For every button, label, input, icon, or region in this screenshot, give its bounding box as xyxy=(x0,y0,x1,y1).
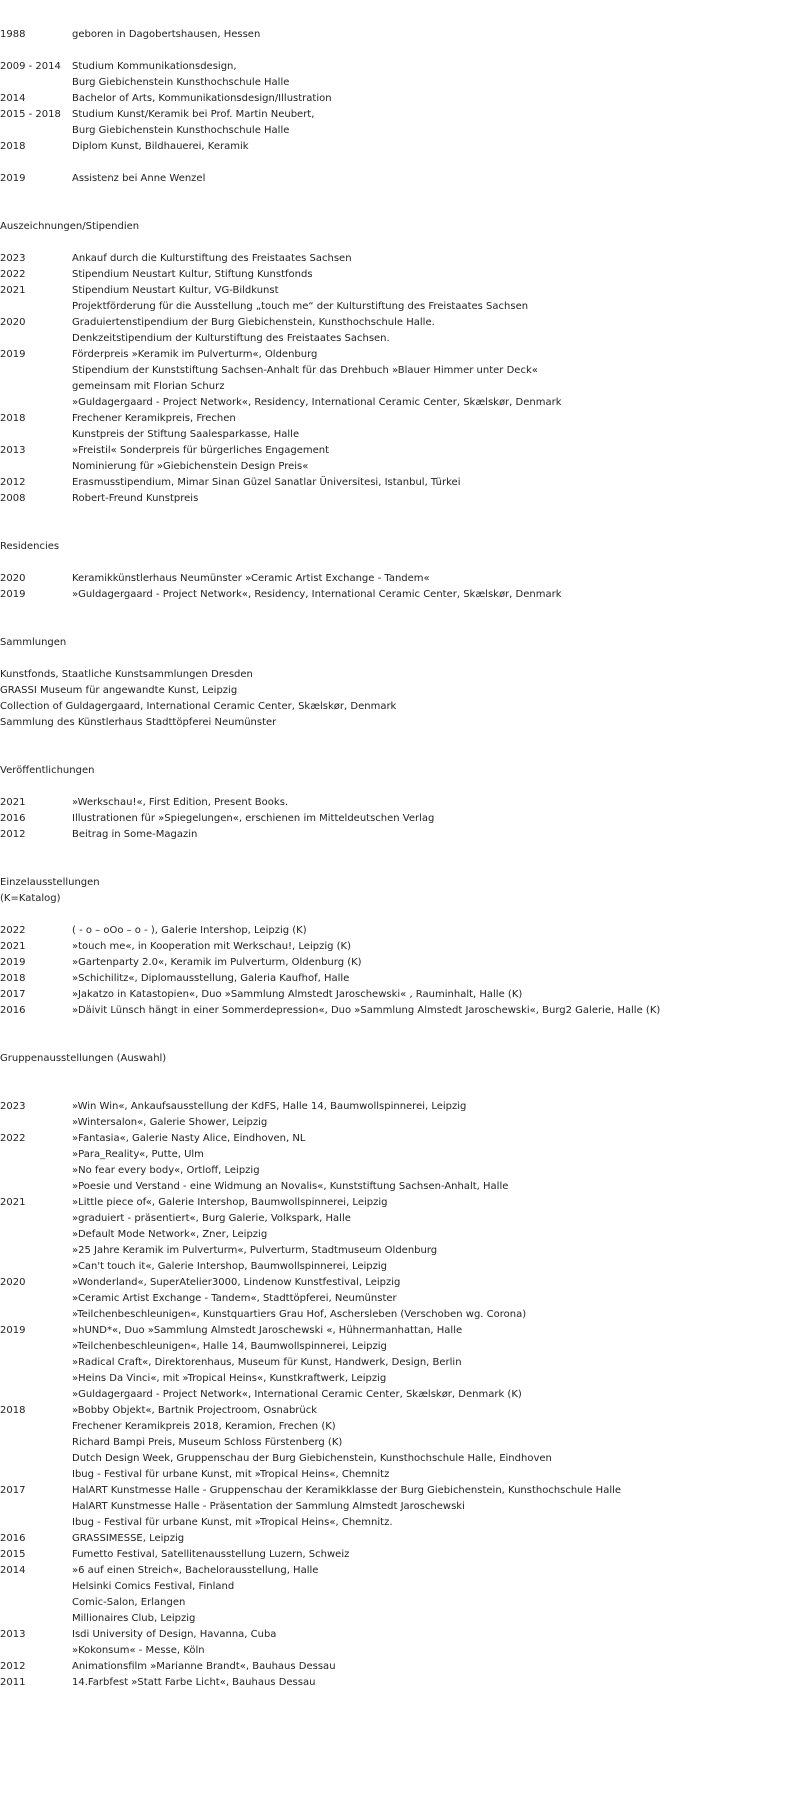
entry-year xyxy=(0,379,72,395)
group-exhibition-row xyxy=(0,1163,800,1179)
entry-year: 2018 xyxy=(0,141,26,152)
award-row xyxy=(0,283,800,299)
group-exhibition-row xyxy=(0,1179,800,1195)
entry-year: 2016 xyxy=(0,1533,26,1544)
collection-item: Sammlung des Künstlerhaus Stadttöpferei Neumünster xyxy=(0,717,277,728)
group-exhibition-row xyxy=(0,1627,800,1643)
entry-text: Bachelor of Arts, Kommunikationsdesign/Illustration xyxy=(72,93,332,104)
entry-year: 2013 xyxy=(0,445,26,456)
group-exhibition-row xyxy=(0,1563,800,1579)
entry-year xyxy=(0,1451,72,1467)
entry-text: »touch me«, in Kooperation mit Werkschau!, Leipzig (K) xyxy=(72,941,351,952)
entry-text: »Teilchenbeschleunigen«, Kunstquartiers Grau Hof, Aschersleben (Verschoben wg. Corona) xyxy=(72,1309,527,1320)
award-row xyxy=(0,363,800,379)
entry-year: 2019 xyxy=(0,349,26,360)
entry-text: Nominierung für »Giebichenstein Design Preis« xyxy=(72,461,309,472)
group-exhibition-row xyxy=(0,1451,800,1467)
award-row xyxy=(0,299,800,315)
entry-year: 2019 xyxy=(0,173,26,184)
group-exhibition-row xyxy=(0,1595,800,1611)
entry-text: Stipendium Neustart Kultur, Stiftung Kunstfonds xyxy=(72,269,313,280)
entry-year xyxy=(0,1163,72,1179)
entry-year xyxy=(0,75,72,91)
group-exhibition-row xyxy=(0,1115,800,1131)
entry-year: 2015 xyxy=(0,1549,26,1560)
entry-year: 2014 xyxy=(0,1565,26,1576)
entry-text: »Guldagergaard - Project Network«, Residency, International Ceramic Center, Skælskør, Denmark xyxy=(72,589,562,600)
entry-text: »Gartenparty 2.0«, Keramik im Pulverturm, Oldenburg (K) xyxy=(72,957,362,968)
entry-text: Kunstpreis der Stiftung Saalesparkasse, Halle xyxy=(72,429,300,440)
entry-year xyxy=(0,1227,72,1243)
group-exhibition-row xyxy=(0,1403,800,1419)
entry-text: »Little piece of«, Galerie Intershop, Baumwollspinnerei, Leipzig xyxy=(72,1197,388,1208)
publications-heading: Veröffentlichungen xyxy=(0,765,95,776)
entry-text: »Win Win«, Ankaufsausstellung der KdFS, Halle 14, Baumwollspinnerei, Leipzig xyxy=(72,1101,467,1112)
entry-text: HalART Kunstmesse Halle - Gruppenschau der Keramikklasse der Burg Giebichenstein, Kunsthochschule Halle xyxy=(72,1485,622,1496)
entry-text: Fumetto Festival, Satellitenausstellung Luzern, Schweiz xyxy=(72,1549,350,1560)
group-exhibition-row xyxy=(0,1659,800,1675)
entry-text: Diplom Kunst, Bildhauerei, Keramik xyxy=(72,141,249,152)
entry-year xyxy=(0,1243,72,1259)
group-exhibition-row xyxy=(0,1387,800,1403)
entry-text: Comic-Salon, Erlangen xyxy=(72,1597,186,1608)
group-exhibition-row xyxy=(0,1643,800,1659)
entry-year xyxy=(0,1419,72,1435)
group-exhibition-row xyxy=(0,1547,800,1563)
award-row xyxy=(0,411,800,427)
entry-text: Dutch Design Week, Gruppenschau der Burg Giebichenstein, Kunsthochschule Halle, Eindhoven xyxy=(72,1453,552,1464)
entry-text: »Guldagergaard - Project Network«, Residency, International Ceramic Center, Skælskør, Denmark xyxy=(72,397,562,408)
group-exhibition-row xyxy=(0,1419,800,1435)
group-exhibition-row xyxy=(0,1131,800,1147)
entry-text: »Däivit Lünsch hängt in einer Sommerdepression«, Duo »Sammlung Almstedt Jaroschewski«, Burg2 Galerie, Halle (K) xyxy=(72,1005,661,1016)
solo-section xyxy=(0,923,800,1019)
entry-text: »Freistil« Sonderpreis für bürgerliches Engagement xyxy=(72,445,330,456)
entry-year xyxy=(0,1643,72,1659)
entry-year: 2018 xyxy=(0,413,26,424)
entry-text: »Bobby Objekt«, Bartnik Projectroom, Osnabrück xyxy=(72,1405,318,1416)
residency-row xyxy=(0,571,800,587)
entry-text: Stipendium Neustart Kultur, VG-Bildkunst xyxy=(72,285,279,296)
collection-item: Kunstfonds, Staatliche Kunstsammlungen Dresden xyxy=(0,669,253,680)
publications-section xyxy=(0,795,800,843)
entry-year: 2016 xyxy=(0,1005,26,1016)
entry-text: Robert-Freund Kunstpreis xyxy=(72,493,199,504)
entry-year: 1988 xyxy=(0,29,26,40)
solo-exhibition-row xyxy=(0,971,800,987)
collections-heading: Sammlungen xyxy=(0,637,67,648)
entry-text: »Wonderland«, SuperAtelier3000, Lindenow Kunstfestival, Leipzig xyxy=(72,1277,401,1288)
entry-year: 2017 xyxy=(0,1485,26,1496)
solo-exhibition-row xyxy=(0,923,800,939)
entry-year: 2008 xyxy=(0,493,26,504)
solo-exhibition-row xyxy=(0,987,800,1003)
entry-year xyxy=(0,427,72,443)
group-exhibition-row xyxy=(0,1371,800,1387)
group-exhibition-row xyxy=(0,1483,800,1499)
entry-text: »Default Mode Network«, Zner, Leipzig xyxy=(72,1229,268,1240)
entry-text: »Poesie und Verstand - eine Widmung an Novalis«, Kunststiftung Sachsen-Anhalt, Halle xyxy=(72,1181,509,1192)
award-row xyxy=(0,491,800,507)
entry-year: 2022 xyxy=(0,1133,26,1144)
publication-row xyxy=(0,811,800,827)
entry-text: GRASSIMESSE, Leipzig xyxy=(72,1533,185,1544)
solo-exhibition-row xyxy=(0,1003,800,1019)
bio-row xyxy=(0,123,800,139)
group-exhibition-row xyxy=(0,1499,800,1515)
entry-year xyxy=(0,1291,72,1307)
award-row xyxy=(0,427,800,443)
entry-year xyxy=(0,1579,72,1595)
publication-row xyxy=(0,827,800,843)
entry-year xyxy=(0,1179,72,1195)
entry-year xyxy=(0,123,72,139)
entry-text: »Kokonsum« - Messe, Köln xyxy=(72,1645,205,1656)
group-exhibition-row xyxy=(0,1291,800,1307)
entry-year xyxy=(0,1611,72,1627)
collections-section xyxy=(0,667,800,731)
group-exhibition-row xyxy=(0,1275,800,1291)
publication-row xyxy=(0,795,800,811)
group-exhibition-row xyxy=(0,1611,800,1627)
entry-year: 2022 xyxy=(0,269,26,280)
group-exhibition-row xyxy=(0,1435,800,1451)
entry-year: 2020 xyxy=(0,317,26,328)
entry-year: 2018 xyxy=(0,973,26,984)
entry-text: »Fantasia«, Galerie Nasty Alice, Eindhoven, NL xyxy=(72,1133,306,1144)
group-exhibition-row xyxy=(0,1355,800,1371)
entry-text: Frechener Keramikpreis 2018, Keramion, Frechen (K) xyxy=(72,1421,336,1432)
entry-text: Förderpreis »Keramik im Pulverturm«, Oldenburg xyxy=(72,349,318,360)
entry-text: »Guldagergaard - Project Network«, International Ceramic Center, Skælskør, Denmark (K) xyxy=(72,1389,522,1400)
entry-year: 2016 xyxy=(0,813,26,824)
solo-exhibition-row xyxy=(0,955,800,971)
entry-text: Studium Kunst/Keramik bei Prof. Martin Neubert, xyxy=(72,109,315,120)
entry-year xyxy=(0,1211,72,1227)
group-exhibition-row xyxy=(0,1099,800,1115)
entry-text: »Ceramic Artist Exchange - Tandem«, Stadttöpferei, Neumünster xyxy=(72,1293,397,1304)
entry-year: 2019 xyxy=(0,957,26,968)
group-exhibition-row xyxy=(0,1195,800,1211)
entry-text: Animationsfilm »Marianne Brandt«, Bauhaus Dessau xyxy=(72,1661,336,1672)
group-section xyxy=(0,1099,800,1691)
entry-text: Helsinki Comics Festival, Finland xyxy=(72,1581,235,1592)
solo-exhibition-row xyxy=(0,939,800,955)
entry-year xyxy=(0,363,72,379)
entry-text: geboren in Dagobertshausen, Hessen xyxy=(72,29,261,40)
group-exhibition-row xyxy=(0,1259,800,1275)
entry-year: 2018 xyxy=(0,1405,26,1416)
entry-text: Keramikkünstlerhaus Neumünster »Ceramic Artist Exchange - Tandem« xyxy=(72,573,430,584)
entry-text: »Para_Reality«, Putte, Ulm xyxy=(72,1149,204,1160)
entry-text: »6 auf einen Streich«, Bachelorausstellung, Halle xyxy=(72,1565,319,1576)
bio-row xyxy=(0,171,800,187)
entry-text: Richard Bampi Preis, Museum Schloss Fürstenberg (K) xyxy=(72,1437,343,1448)
solo-heading: Einzelausstellungen xyxy=(0,877,100,888)
awards-heading: Auszeichnungen/Stipendien xyxy=(0,221,140,232)
entry-text: »Radical Craft«, Direktorenhaus, Museum für Kunst, Handwerk, Design, Berlin xyxy=(72,1357,462,1368)
entry-text: Ibug - Festival für urbane Kunst, mit »Tropical Heins«, Chemnitz. xyxy=(72,1517,393,1528)
entry-text: Stipendium der Kunststiftung Sachsen-Anhalt für das Drehbuch »Blauer Himmer unter Deck« xyxy=(72,365,538,376)
bio-section xyxy=(0,27,800,187)
entry-year xyxy=(0,1515,72,1531)
entry-year: 2012 xyxy=(0,477,26,488)
entry-text: Studium Kommunikationsdesign, xyxy=(72,61,237,72)
entry-year xyxy=(0,1387,72,1403)
entry-text: »25 Jahre Keramik im Pulverturm«, Pulverturm, Stadtmuseum Oldenburg xyxy=(72,1245,438,1256)
entry-text: gemeinsam mit Florian Schurz xyxy=(72,381,225,392)
entry-text: Frechener Keramikpreis, Frechen xyxy=(72,413,236,424)
group-exhibition-row xyxy=(0,1147,800,1163)
group-exhibition-row xyxy=(0,1323,800,1339)
entry-text: »Werkschau!«, First Edition, Present Books. xyxy=(72,797,289,808)
entry-text: Ankauf durch die Kulturstiftung des Freistaates Sachsen xyxy=(72,253,352,264)
entry-text: Erasmusstipendium, Mimar Sinan Güzel Sanatlar Üniversitesi, Istanbul, Türkei xyxy=(72,477,461,488)
entry-year xyxy=(0,1435,72,1451)
entry-year: 2009 - 2014 xyxy=(0,61,61,72)
group-exhibition-row xyxy=(0,1243,800,1259)
entry-year: 2021 xyxy=(0,941,26,952)
residencies-heading: Residencies xyxy=(0,541,60,552)
entry-text: Graduiertenstipendium der Burg Giebichenstein, Kunsthochschule Halle. xyxy=(72,317,435,328)
residency-row xyxy=(0,587,800,603)
entry-text: »hUND*«, Duo »Sammlung Almstedt Jaroschewski «, Hühnermanhattan, Halle xyxy=(72,1325,463,1336)
award-row xyxy=(0,347,800,363)
entry-year xyxy=(0,1595,72,1611)
entry-year: 2011 xyxy=(0,1677,26,1688)
collection-item: Collection of Guldagergaard, International Ceramic Center, Skælskør, Denmark xyxy=(0,701,397,712)
group-exhibition-row xyxy=(0,1467,800,1483)
entry-text: »Teilchenbeschleunigen«, Halle 14, Baumwollspinnerei, Leipzig xyxy=(72,1341,387,1352)
entry-year: 2022 xyxy=(0,925,26,936)
entry-year: 2020 xyxy=(0,1277,26,1288)
group-exhibition-row xyxy=(0,1579,800,1595)
entry-year: 2021 xyxy=(0,797,26,808)
entry-year xyxy=(0,1259,72,1275)
entry-year xyxy=(0,1115,72,1131)
entry-text: Beitrag in Some-Magazin xyxy=(72,829,198,840)
award-row xyxy=(0,379,800,395)
entry-text: Burg Giebichenstein Kunsthochschule Halle xyxy=(72,125,290,136)
entry-year xyxy=(0,1307,72,1323)
entry-text: 14.Farbfest »Statt Farbe Licht«, Bauhaus Dessau xyxy=(72,1677,316,1688)
entry-year xyxy=(0,1355,72,1371)
entry-year: 2012 xyxy=(0,1661,26,1672)
entry-text: Assistenz bei Anne Wenzel xyxy=(72,173,206,184)
group-exhibition-row xyxy=(0,1307,800,1323)
entry-text: »Heins Da Vinci«, mit »Tropical Heins«, Kunstkraftwerk, Leipzig xyxy=(72,1373,387,1384)
group-exhibition-row xyxy=(0,1531,800,1547)
entry-year: 2013 xyxy=(0,1629,26,1640)
entry-year: 2023 xyxy=(0,1101,26,1112)
entry-year: 2021 xyxy=(0,285,26,296)
entry-text: Illustrationen für »Spiegelungen«, erschienen im Mitteldeutschen Verlag xyxy=(72,813,435,824)
entry-text: »Jakatzo in Katastopien«, Duo »Sammlung Almstedt Jaroschewski« , Rauminhalt, Halle (K) xyxy=(72,989,523,1000)
entry-text: Ibug - Festival für urbane Kunst, mit »Tropical Heins«, Chemnitz xyxy=(72,1469,390,1480)
entry-year: 2019 xyxy=(0,1325,26,1336)
award-row xyxy=(0,443,800,459)
award-row xyxy=(0,475,800,491)
award-row xyxy=(0,331,800,347)
group-exhibition-row xyxy=(0,1211,800,1227)
entry-text: Millionaires Club, Leipzig xyxy=(72,1613,196,1624)
bio-row xyxy=(0,75,800,91)
entry-text: HalART Kunstmesse Halle - Präsentation der Sammlung Almstedt Jaroschewski xyxy=(72,1501,465,1512)
group-exhibition-row xyxy=(0,1515,800,1531)
entry-text: »Schichilitz«, Diplomausstellung, Galeria Kaufhof, Halle xyxy=(72,973,350,984)
entry-text: »Wintersalon«, Galerie Shower, Leipzig xyxy=(72,1117,268,1128)
entry-year: 2017 xyxy=(0,989,26,1000)
entry-year xyxy=(0,459,72,475)
entry-text: Isdi University of Design, Havanna, Cuba xyxy=(72,1629,277,1640)
entry-year: 2021 xyxy=(0,1197,26,1208)
group-exhibition-row xyxy=(0,1339,800,1355)
collection-item: GRASSI Museum für angewandte Kunst, Leipzig xyxy=(0,685,238,696)
group-heading: Gruppenausstellungen (Auswahl) xyxy=(0,1053,167,1064)
entry-text: »graduiert - präsentiert«, Burg Galerie, Volkspark, Halle xyxy=(72,1213,351,1224)
entry-text: »No fear every body«, Ortloff, Leipzig xyxy=(72,1165,260,1176)
entry-year: 2014 xyxy=(0,93,26,104)
entry-year: 2020 xyxy=(0,573,26,584)
group-exhibition-row xyxy=(0,1227,800,1243)
entry-year: 2023 xyxy=(0,253,26,264)
award-row xyxy=(0,251,800,267)
entry-year xyxy=(0,1339,72,1355)
award-row xyxy=(0,267,800,283)
entry-text: Projektförderung für die Ausstellung „touch me“ der Kulturstiftung des Freistaates Sachsen xyxy=(72,301,529,312)
group-exhibition-row xyxy=(0,1675,800,1691)
residencies-section xyxy=(0,571,800,603)
entry-year xyxy=(0,1371,72,1387)
bio-row xyxy=(0,139,800,155)
entry-text: ( - o – oOo – o - ), Galerie Intershop, Leipzig (K) xyxy=(72,925,307,936)
entry-year xyxy=(0,1147,72,1163)
entry-year xyxy=(0,299,72,315)
entry-year xyxy=(0,331,72,347)
awards-section xyxy=(0,251,800,507)
cv-document xyxy=(0,27,800,1691)
bio-row xyxy=(0,27,800,43)
entry-year xyxy=(0,395,72,411)
award-row xyxy=(0,315,800,331)
entry-text: Burg Giebichenstein Kunsthochschule Halle xyxy=(72,77,290,88)
entry-year: 2019 xyxy=(0,589,26,600)
award-row xyxy=(0,459,800,475)
solo-subheading: (K=Katalog) xyxy=(0,893,61,904)
bio-row xyxy=(0,107,800,123)
entry-text: Denkzeitstipendium der Kulturstiftung des Freistaates Sachsen. xyxy=(72,333,390,344)
entry-year: 2012 xyxy=(0,829,26,840)
entry-year xyxy=(0,1467,72,1483)
bio-row xyxy=(0,91,800,107)
bio-row xyxy=(0,59,800,75)
entry-year: 2015 - 2018 xyxy=(0,109,61,120)
entry-text: »Can't touch it«, Galerie Intershop, Baumwollspinnerei, Leipzig xyxy=(72,1261,387,1272)
award-row xyxy=(0,395,800,411)
entry-year xyxy=(0,1499,72,1515)
